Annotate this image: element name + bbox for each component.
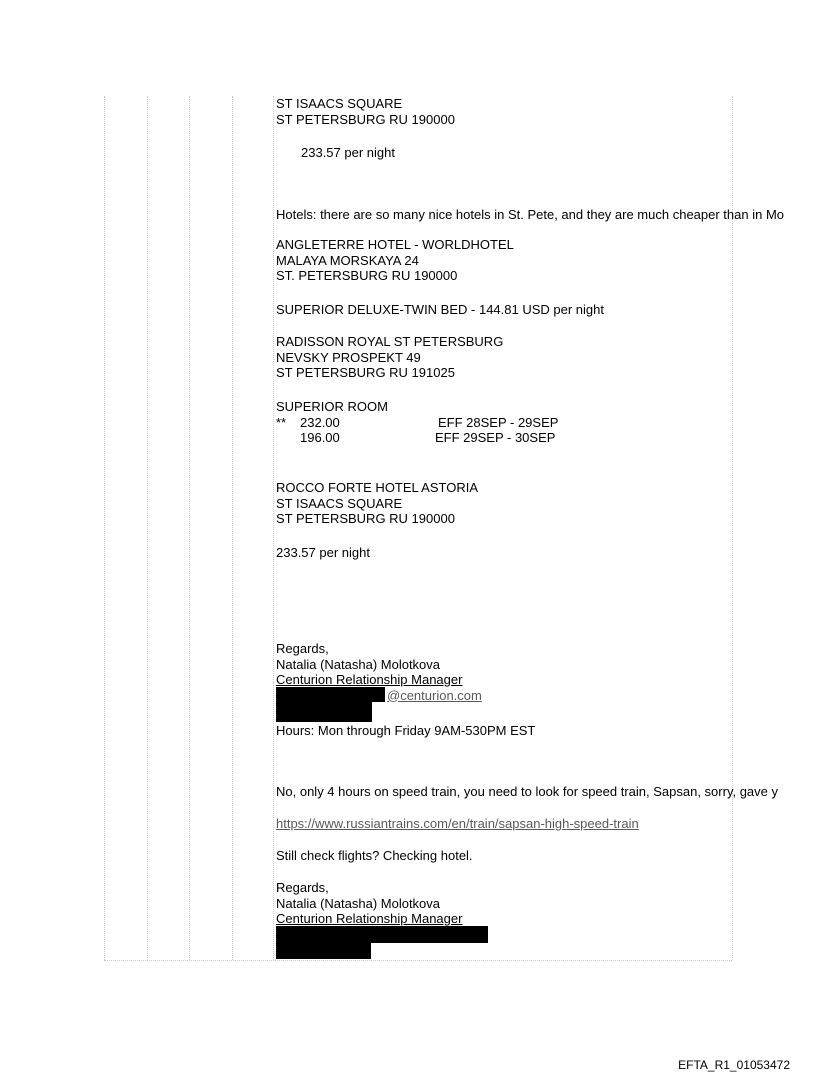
rate-prefix: **	[276, 414, 287, 430]
reply-followup: Still check flights? Checking hotel.	[276, 848, 473, 863]
hotel1-block	[276, 237, 514, 284]
hotel1-address2: ST. PETERSBURG RU 190000	[276, 268, 458, 283]
hotel1-name: ANGLETERRE HOTEL - WORLDHOTEL	[276, 237, 514, 252]
table-border-3	[189, 96, 190, 960]
table-border-left	[104, 96, 105, 960]
hotel1-room: SUPERIOR DELUXE-TWIN BED - 144.81 USD per night	[276, 302, 604, 317]
sig2-regards: Regards,	[276, 880, 329, 895]
sig2-name: Natalia (Natasha) Molotkova	[276, 895, 441, 911]
rate-row	[276, 430, 606, 446]
document-id: EFTA_R1_01053472	[678, 1058, 790, 1072]
redaction-box	[276, 701, 372, 722]
hotel3-block	[276, 480, 478, 527]
hotel2-name: RADISSON ROYAL ST PETERSBURG	[276, 334, 504, 349]
hotel1-address1: MALAYA MORSKAYA 24	[276, 252, 419, 268]
hotel3-address2: ST PETERSBURG RU 190000	[276, 511, 455, 526]
hotel2-address1: NEVSKY PROSPEKT 49	[276, 349, 421, 365]
sig1-email-link[interactable]: @centurion.com	[387, 687, 482, 703]
redaction-box	[276, 687, 385, 702]
redaction-box	[276, 942, 371, 959]
hotel2-rates	[276, 399, 606, 446]
sig1-title: Centurion Relationship Manager	[276, 672, 463, 687]
sig1-name: Natalia (Natasha) Molotkova	[276, 656, 441, 672]
top-hotel-rate: 233.57 per night	[301, 145, 395, 160]
rate-amount: 196.00	[300, 430, 340, 445]
sig1-regards: Regards,	[276, 641, 329, 656]
rate-row	[276, 415, 606, 431]
rate-period: EFF 28SEP - 29SEP	[438, 414, 559, 430]
reply-text: No, only 4 hours on speed train, you need to look for speed train, Sapsan, sorry, gave y	[276, 784, 778, 799]
rate-amount: 232.00	[300, 414, 340, 430]
hotel3-rate: 233.57 per night	[276, 545, 370, 560]
signature2	[276, 880, 462, 927]
top-hotel-address2: ST PETERSBURG RU 190000	[276, 111, 455, 127]
email-body	[276, 96, 816, 966]
table-border-4	[232, 96, 233, 960]
hotel2-address2: ST PETERSBURG RU 191025	[276, 365, 455, 380]
top-hotel-block	[276, 96, 455, 127]
hotel2-block	[276, 334, 503, 381]
sig2-title: Centurion Relationship Manager	[276, 911, 463, 926]
table-border-2	[147, 96, 148, 960]
rate-period: EFF 29SEP - 30SEP	[435, 430, 556, 445]
top-hotel-address1: ST ISAACS SQUARE	[276, 96, 403, 111]
hotels-intro: Hotels: there are so many nice hotels in St. Pete, and they are much cheaper than in Mo	[276, 207, 785, 222]
hotel3-address1: ST ISAACS SQUARE	[276, 495, 403, 511]
hotel3-name: ROCCO FORTE HOTEL ASTORIA	[276, 480, 479, 495]
sapsan-link[interactable]: https://www.russiantrains.com/en/train/sapsan-high-speed-train	[276, 816, 639, 831]
table-border-5	[273, 96, 274, 960]
hotel2-room: SUPERIOR ROOM	[276, 399, 388, 414]
redaction-box	[276, 926, 488, 943]
sig1-hours: Hours: Mon through Friday 9AM-530PM EST	[276, 723, 536, 738]
